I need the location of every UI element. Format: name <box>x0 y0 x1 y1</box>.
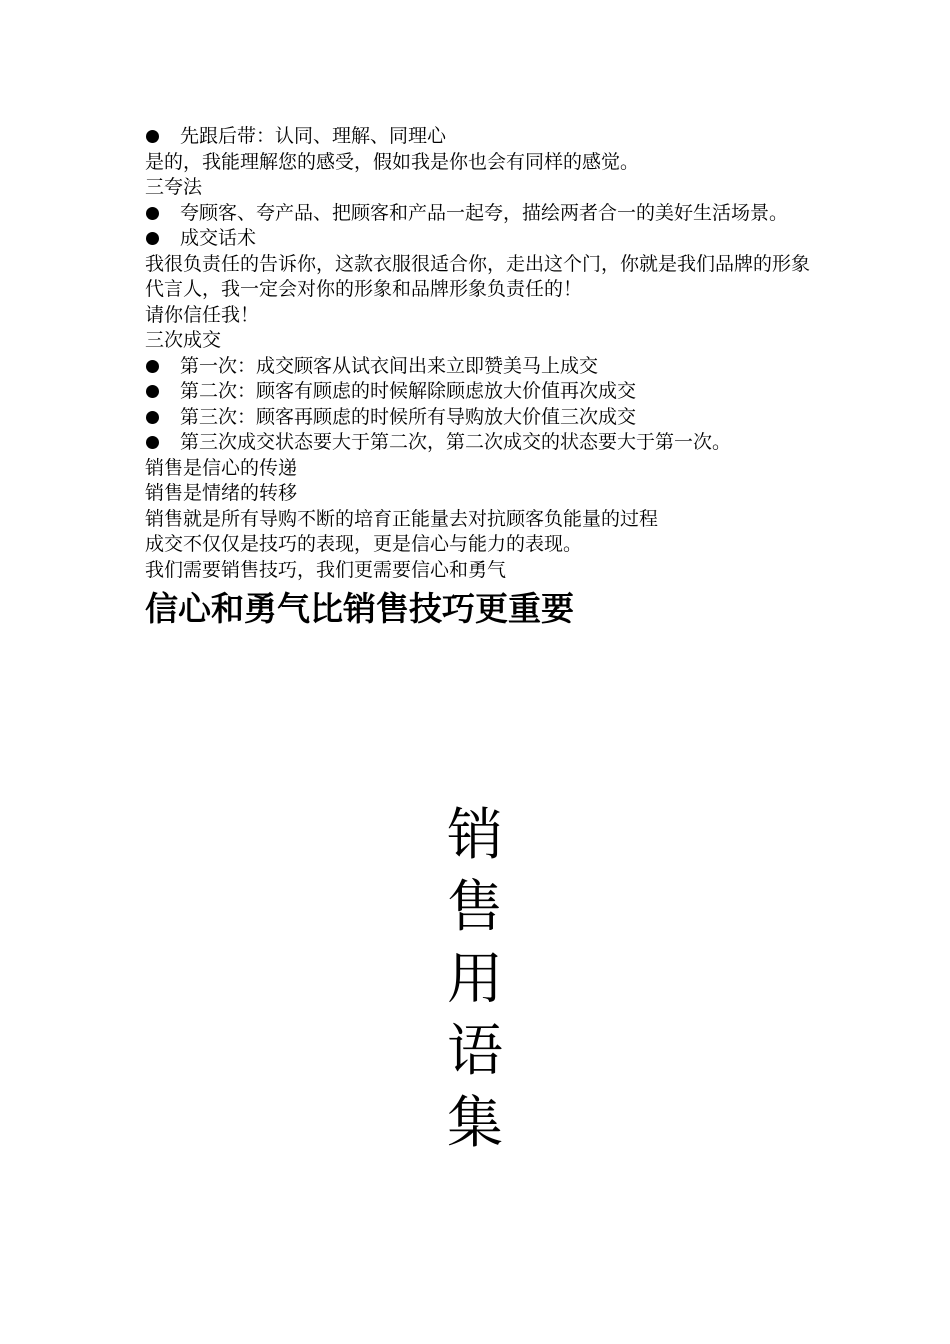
text-line: 我们需要销售技巧，我们更需要信心和勇气 <box>145 558 507 581</box>
bullet-text: 第三次成交状态要大于第二次，第二次成交的状态要大于第一次。 <box>180 431 732 453</box>
bullet-dot-icon <box>146 411 159 424</box>
text-line: 是的，我能理解您的感受，假如我是你也会有同样的感觉。 <box>145 150 640 173</box>
headline: 信心和勇气比销售技巧更重要 <box>145 589 574 628</box>
bullet-item <box>145 379 825 405</box>
bullet-dot-icon <box>146 130 159 143</box>
title-char: 集 <box>447 1091 503 1156</box>
bullet-item <box>145 354 825 380</box>
bullet-item <box>145 405 825 431</box>
text-line: 销售是情绪的转移 <box>145 482 298 504</box>
bullet-dot-icon <box>146 232 159 245</box>
bullet-text: 成交话术 <box>180 227 257 249</box>
text-line: 销售就是所有导购不断的培育正能量去对抗顾客负能量的过程 <box>145 507 659 530</box>
vertical-title <box>444 800 506 1160</box>
title-char: 语 <box>447 1019 503 1084</box>
bullet-dot-icon <box>146 436 159 449</box>
bullet-text: 第一次：成交顾客从试衣间出来立即赞美马上成交 <box>180 354 599 377</box>
text-line: 请你信任我！ <box>145 303 260 326</box>
text-line: 销售是信心的传递 <box>145 456 298 479</box>
bullet-text: 第三次：顾客再顾虑的时候所有导购放大价值三次成交 <box>180 405 637 428</box>
bullet-text: 第二次：顾客有顾虑的时候解除顾虑放大价值再次成交 <box>180 380 637 402</box>
bullet-item <box>145 226 825 252</box>
bullet-item <box>145 124 825 150</box>
title-char: 售 <box>447 875 503 940</box>
text-paragraph: 我很负责任的告诉你，这款衣服很适合你，走出这个门，你就是我们品牌的形象代言人，我一定会对你的形象和品牌形象负责任的！ <box>145 252 811 300</box>
title-char: 销 <box>447 803 503 868</box>
bullet-item <box>145 201 825 227</box>
bullet-dot-icon <box>146 207 159 220</box>
section-heading: 三夸法 <box>145 176 203 198</box>
bullet-dot-icon <box>146 360 159 373</box>
bullet-dot-icon <box>146 385 159 398</box>
text-line: 成交不仅仅是技巧的表现，更是信心与能力的表现。 <box>145 533 583 555</box>
title-char: 用 <box>447 947 503 1012</box>
bullet-text: 先跟后带：认同、理解、同理心 <box>180 125 447 147</box>
bullet-item <box>145 430 825 456</box>
section-heading: 三次成交 <box>145 329 222 351</box>
bullet-text: 夸顾客、夸产品、把顾客和产品一起夸，描绘两者合一的美好生活场景。 <box>180 201 789 224</box>
document-body <box>145 124 825 629</box>
